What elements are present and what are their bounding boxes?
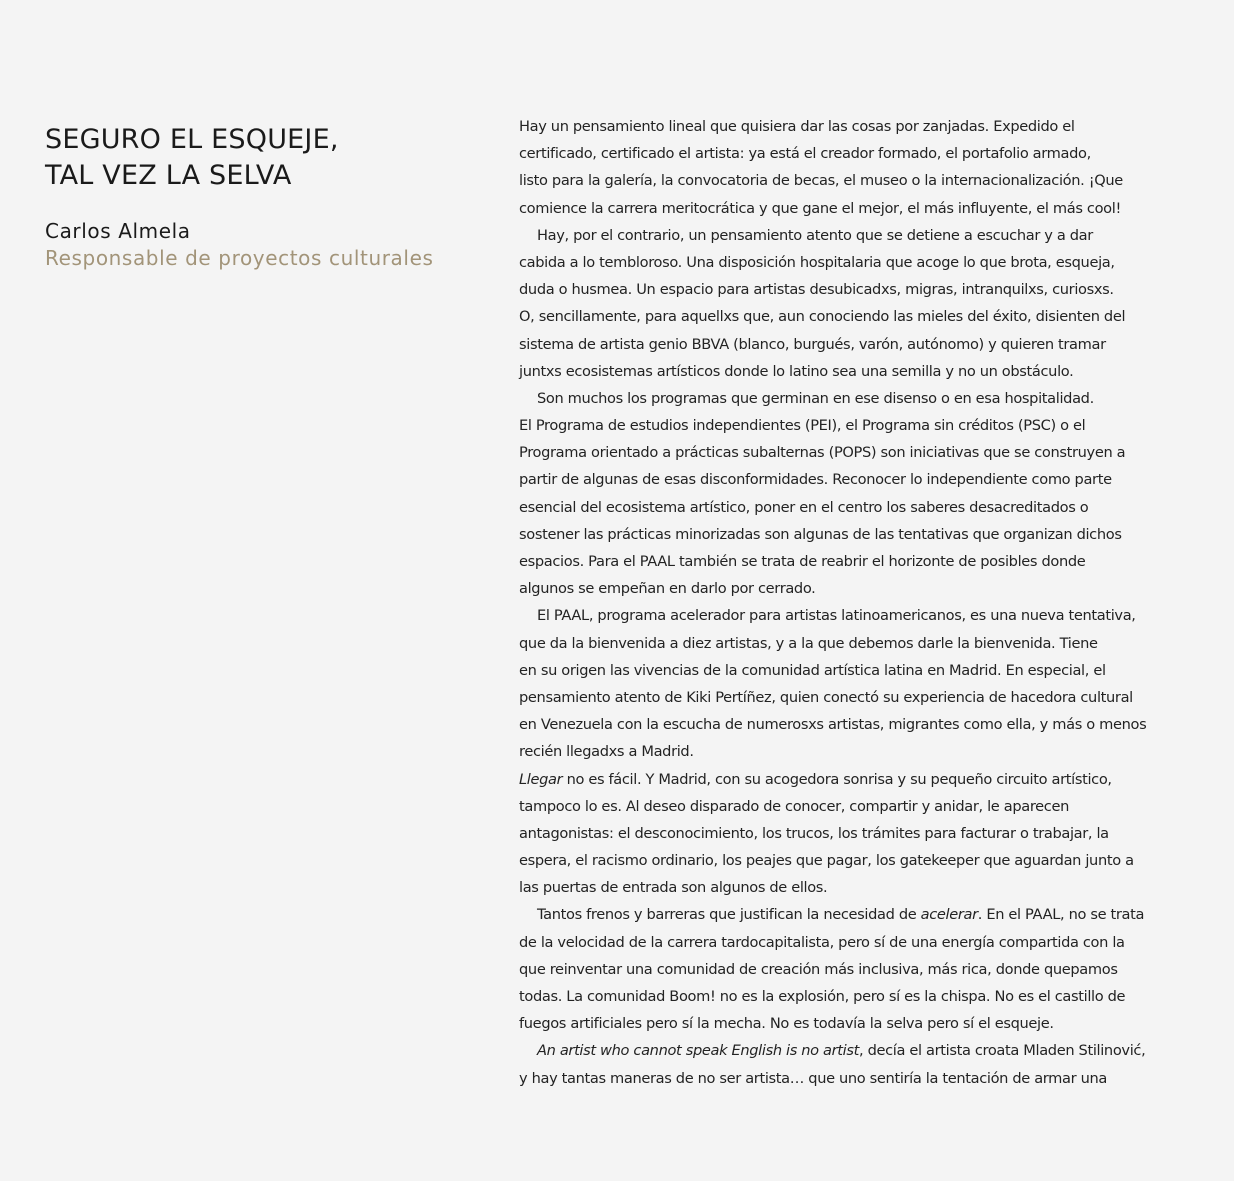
body-line <box>519 766 1119 793</box>
body-line <box>519 1065 1119 1092</box>
body-line <box>519 140 1119 167</box>
body-line <box>519 466 1119 493</box>
author-name: Carlos Almela <box>45 219 191 243</box>
title-line-2: TAL VEZ LA SELVA <box>45 160 292 191</box>
body-text-segment: de la velocidad de la carrera tardocapitalista, pero sí de una energía compartida con la <box>519 933 1125 951</box>
body-line <box>519 195 1119 222</box>
body-line <box>519 385 1119 412</box>
body-text-segment: comience la carrera meritocrática y que gane el mejor, el más influyente, el más cool! <box>519 199 1121 217</box>
body-text-segment: juntxs ecosistemas artísticos donde lo latino sea una semilla y no un obstáculo. <box>519 362 1074 380</box>
body-text-segment: que da la bienvenida a diez artistas, y a la que debemos darle la bienvenida. Tiene <box>519 634 1098 652</box>
body-line <box>519 602 1136 629</box>
body-text-segment: O, sencillamente, para aquellxs que, aun conociendo las mieles del éxito, disienten del <box>519 308 1126 326</box>
body-text-segment: en Venezuela con la escucha de numerosxs artistas, migrantes como ella, y más o menos <box>519 716 1147 734</box>
body-text-segment: El Programa de estudios independientes (PEI), el Programa sin créditos (PSC) o el <box>519 417 1086 435</box>
body-text-segment: Tantos frenos y barreras que justifican la necesidad de <box>537 906 921 924</box>
italic-text: An artist who cannot speak English is no artist <box>537 1042 859 1060</box>
article-header <box>45 122 465 272</box>
body-line <box>519 358 1119 385</box>
article-title <box>45 122 465 194</box>
body-line <box>519 711 1147 738</box>
body-text-segment: , decía el artista croata Mladen Stilinović, <box>859 1042 1146 1060</box>
body-text-segment: no es fácil. Y Madrid, con su acogedora sonrisa y su pequeño circuito artístico, <box>562 770 1112 788</box>
body-text-segment: que reinventar una comunidad de creación más inclusiva, más rica, donde quepamos <box>519 960 1118 978</box>
body-text-segment: cabida a lo tembloroso. Una disposición hospitalaria que acoge lo que brota, esqueja, <box>519 253 1115 271</box>
body-text-segment: Hay, por el contrario, un pensamiento atento que se detiene a escuchar y a dar <box>537 226 1093 244</box>
body-line <box>519 113 1119 140</box>
body-text-segment: espacios. Para el PAAL también se trata de reabrir el horizonte de posibles donde <box>519 553 1086 570</box>
body-text-segment: todas. La comunidad Boom! no es la explosión, pero sí es la chispa. No es el castillo de <box>519 988 1126 1005</box>
body-line <box>519 738 1119 765</box>
body-line <box>519 983 1126 1010</box>
body-text-segment: recién llegadxs a Madrid. <box>519 743 694 761</box>
body-text-segment: certificado, certificado el artista: ya está el creador formado, el portafolio armado, <box>519 145 1091 163</box>
title-line-1: SEGURO EL ESQUEJE, <box>45 124 339 155</box>
body-text-segment: esencial del ecosistema artístico, poner en el centro los saberes desacreditados o <box>519 498 1089 516</box>
body-text-segment: antagonistas: el desconocimiento, los trucos, los trámites para facturar o trabajar, la <box>519 824 1109 842</box>
body-line <box>519 303 1126 330</box>
body-text-segment: Hay un pensamiento lineal que quisiera dar las cosas por zanjadas. Expedido el <box>519 118 1075 135</box>
body-line <box>519 494 1119 521</box>
body-line <box>519 222 1119 249</box>
body-text-segment: fuegos artificiales pero sí la mecha. No es todavía la selva pero sí el esqueje. <box>519 1015 1054 1033</box>
body-line <box>519 1010 1119 1037</box>
body-line <box>519 548 1119 575</box>
body-text-segment: sistema de artista genio BBVA (blanco, burgués, varón, autónomo) y quieren tramar <box>519 335 1106 353</box>
body-text-segment: pensamiento atento de Kiki Pertíñez, quien conectó su experiencia de hacedora cultural <box>519 688 1133 706</box>
body-text-segment: las puertas de entrada son algunos de ellos. <box>519 879 828 897</box>
body-text-segment: Son muchos los programas que germinan en ese disenso o en esa hospitalidad. <box>537 389 1094 407</box>
body-line <box>519 575 1119 602</box>
body-line <box>519 167 1123 194</box>
body-line <box>519 901 1145 928</box>
body-line <box>519 439 1126 466</box>
body-line <box>519 331 1119 358</box>
italic-text: acelerar <box>920 906 978 924</box>
body-text-segment: Programa orientado a prácticas subalternas (POPS) son iniciativas que se construyen a <box>519 444 1126 462</box>
body-line <box>519 793 1119 820</box>
body-text-segment: y hay tantas maneras de no ser artista… que uno sentiría la tentación de armar una <box>519 1069 1107 1087</box>
article-body <box>519 113 1147 1092</box>
body-line <box>519 684 1133 711</box>
body-line <box>519 249 1119 276</box>
body-text-segment: espera, el racismo ordinario, los peajes que pagar, los gatekeeper que aguardan junto a <box>519 852 1134 870</box>
body-text-segment: en su origen las vivencias de la comunidad artística latina en Madrid. En especial, el <box>519 661 1106 679</box>
body-line <box>519 820 1119 847</box>
body-line <box>519 847 1134 874</box>
body-text-segment: duda o husmea. Un espacio para artistas desubicadxs, migras, intranquilxs, curiosxs. <box>519 281 1114 299</box>
author-role: Responsable de proyectos culturales <box>45 246 434 270</box>
body-text-segment: listo para la galería, la convocatoria de becas, el museo o la internacionalización. ¡Que <box>519 172 1123 190</box>
body-line <box>519 276 1119 303</box>
body-text-segment: . En el PAAL, no se trata <box>977 906 1145 924</box>
body-line <box>519 929 1125 956</box>
body-text-segment: sostener las prácticas minorizadas son algunas de las tentativas que organizan dichos <box>519 525 1122 543</box>
body-text-segment: algunos se empeñan en darlo por cerrado. <box>519 580 816 598</box>
body-line <box>519 874 1119 901</box>
body-line <box>519 956 1119 983</box>
body-line <box>519 412 1119 439</box>
body-line <box>519 657 1119 684</box>
body-line <box>519 521 1122 548</box>
italic-text: Llegar <box>519 770 563 788</box>
body-text-segment: tampoco lo es. Al deseo disparado de conocer, compartir y anidar, le aparecen <box>519 797 1069 815</box>
body-text-segment: El PAAL, programa acelerador para artistas latinoamericanos, es una nueva tentativa, <box>537 607 1136 625</box>
body-line <box>519 630 1119 657</box>
body-line <box>519 1037 1146 1064</box>
body-text-segment: partir de algunas de esas disconformidades. Reconocer lo independiente como parte <box>519 471 1112 489</box>
